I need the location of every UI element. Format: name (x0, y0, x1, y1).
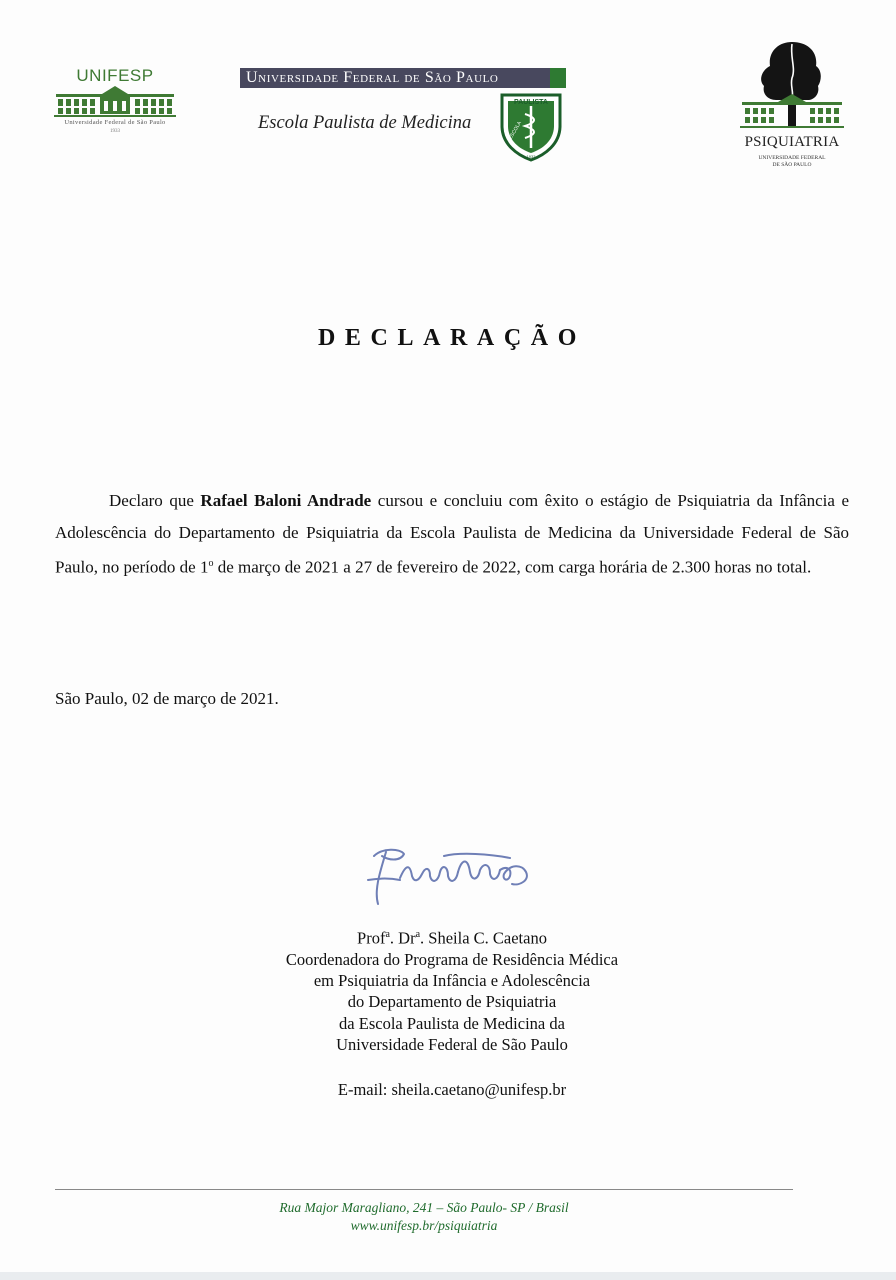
student-name: Rafael Baloni Andrade (200, 491, 372, 510)
role-line: Universidade Federal de São Paulo (336, 1034, 568, 1054)
footer-address: Rua Major Maragliano, 241 – São Paulo- SP / Brasil (279, 1200, 569, 1215)
psiquiatria-subtitle-line2: DE SÃO PAULO (772, 162, 812, 168)
epm-shield-icon (499, 92, 563, 162)
shield-side-text: ESCOLA (507, 120, 523, 141)
title-dr: . Dr (389, 928, 416, 948)
title-prof-sup: a (385, 929, 390, 940)
psiquiatria-logo (738, 38, 846, 172)
declaration-body (55, 485, 849, 583)
place-date: São Paulo, 02 de março de 2021. (55, 689, 279, 708)
unifesp-year: 1933 (110, 129, 120, 134)
signatory-block (252, 924, 652, 1055)
banner-text: Universidade Federal de São Paulo (246, 69, 499, 86)
unifesp-wordmark: UNIFESP (76, 66, 154, 85)
footer-website: www.unifesp.br/psiquiatria (350, 1218, 498, 1233)
unifesp-subtitle: Universidade Federal de São Paulo (64, 119, 166, 126)
shield-top-text: PAULISTA (514, 99, 548, 106)
signatory-email: E-mail: sheila.caetano@unifesp.br (337, 1080, 567, 1099)
footer-divider (55, 1189, 793, 1190)
building-icon (54, 84, 176, 118)
role-line: da Escola Paulista de Medicina da (339, 1013, 565, 1033)
title-dr-sup: a (415, 929, 421, 940)
psiquiatria-subtitle (738, 155, 846, 169)
university-banner (240, 68, 566, 88)
scan-bottom-edge (0, 1272, 896, 1280)
unifesp-logo (52, 66, 178, 140)
role-line: do Departamento de Psiquiatria (347, 992, 557, 1012)
body-intro: Declaro que (109, 491, 201, 510)
title-prof: Prof (357, 928, 386, 948)
document-title: DECLARAÇÃO (317, 325, 586, 351)
role-line: Coordenadora do Programa de Residência Médica (285, 949, 619, 969)
signatory-name: . Sheila C. Caetano (420, 928, 547, 948)
handwritten-signature (360, 842, 550, 912)
footer (55, 1199, 793, 1235)
tree-profile-icon (738, 38, 846, 134)
psiquiatria-subtitle-line1: UNIVERSIDADE FEDERAL (758, 155, 826, 161)
ordinal-indicator: o (208, 558, 214, 569)
school-name: Escola Paulista de Medicina (258, 113, 472, 133)
signatory-name-line (252, 924, 652, 949)
body-text-part1: cursou e concluiu com êxito o estágio de Psiquiatria da Infância e Adolescência do Departamento de Psiquiatria da Escola Paulista de Medicina da Universidade Federal de São Paulo, no período de 1 (55, 491, 849, 577)
shield-year: 1933 (526, 154, 536, 159)
banner-accent (550, 68, 566, 88)
role-line: em Psiquiatria da Infância e Adolescência (313, 971, 591, 991)
psiquiatria-name: PSIQUIATRIA (744, 134, 840, 150)
body-text-part2: de março de 2021 a 27 de fevereiro de 2022, com carga horária de 2.300 horas no total. (213, 557, 812, 577)
